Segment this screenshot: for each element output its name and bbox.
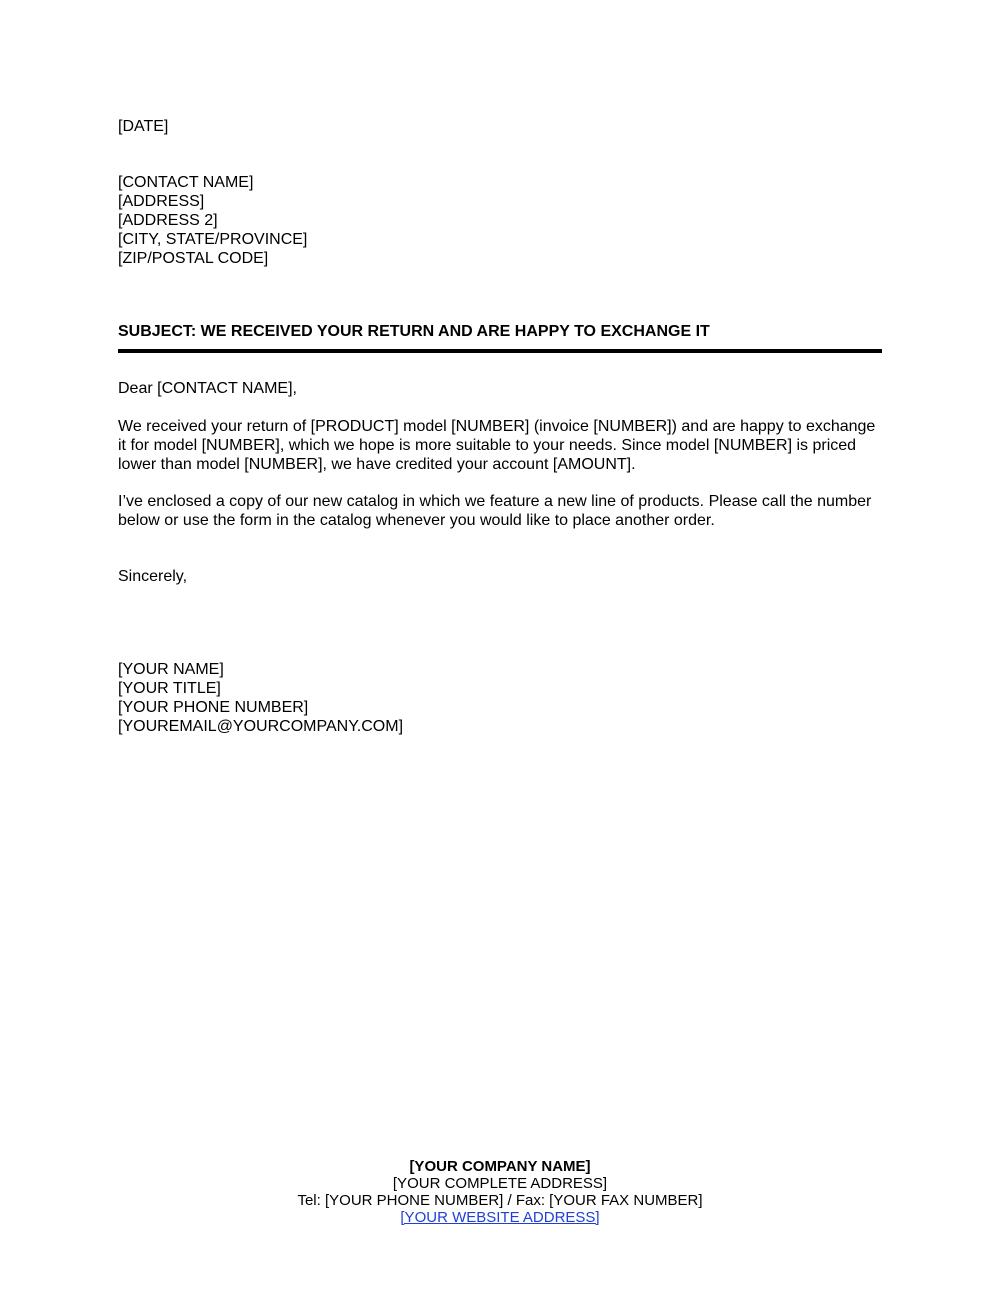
recipient-address: [ADDRESS] xyxy=(118,193,205,210)
salutation xyxy=(118,379,882,398)
recipient-zip: [ZIP/POSTAL CODE] xyxy=(118,250,269,267)
date-text: [DATE] xyxy=(118,118,169,135)
footer-address: [YOUR COMPLETE ADDRESS] xyxy=(392,1175,608,1192)
subject-text: SUBJECT: WE RECEIVED YOUR RETURN AND ARE HAPPY TO EXCHANGE IT xyxy=(118,323,710,340)
letter-date xyxy=(118,117,882,136)
footer-contact: Tel: [YOUR PHONE NUMBER] / Fax: [YOUR FAX NUMBER] xyxy=(297,1192,703,1209)
recipient-contact-name: [CONTACT NAME] xyxy=(118,174,254,191)
salutation-text: Dear [CONTACT NAME], xyxy=(118,380,297,397)
subject-line xyxy=(118,322,882,341)
recipient-address-block xyxy=(118,173,882,268)
signature-block xyxy=(118,660,882,736)
body-paragraph-1 xyxy=(118,417,882,474)
signature-name: [YOUR NAME] xyxy=(118,661,224,678)
closing xyxy=(118,567,882,586)
paragraph-text: I’ve enclosed a copy of our new catalog in which we feature a new line of products. Please call the number below or use the form in the catalog whenever you would like to place another order. xyxy=(118,493,876,529)
footer-company-name: [YOUR COMPANY NAME] xyxy=(409,1158,591,1175)
signature-email: [YOUREMAIL@YOURCOMPANY.COM] xyxy=(118,718,404,735)
letter-footer xyxy=(0,1158,1000,1226)
signature-phone: [YOUR PHONE NUMBER] xyxy=(118,699,309,716)
body-paragraph-2 xyxy=(118,492,882,530)
paragraph-text: We received your return of [PRODUCT] model [NUMBER] (invoice [NUMBER]) and are happy to exchange it for model [NUMBER], which we hope is more suitable to your needs. Since model [NUMBER] is priced lower than model [NUMBER], we have credited your account [AMOUNT]. xyxy=(118,418,880,473)
recipient-address-2: [ADDRESS 2] xyxy=(118,212,218,229)
recipient-city-state: [CITY, STATE/PROVINCE] xyxy=(118,231,308,248)
subject-divider xyxy=(118,349,882,353)
closing-text: Sincerely, xyxy=(118,568,188,585)
signature-title: [YOUR TITLE] xyxy=(118,680,221,697)
footer-website-link[interactable]: [YOUR WEBSITE ADDRESS] xyxy=(400,1209,600,1226)
